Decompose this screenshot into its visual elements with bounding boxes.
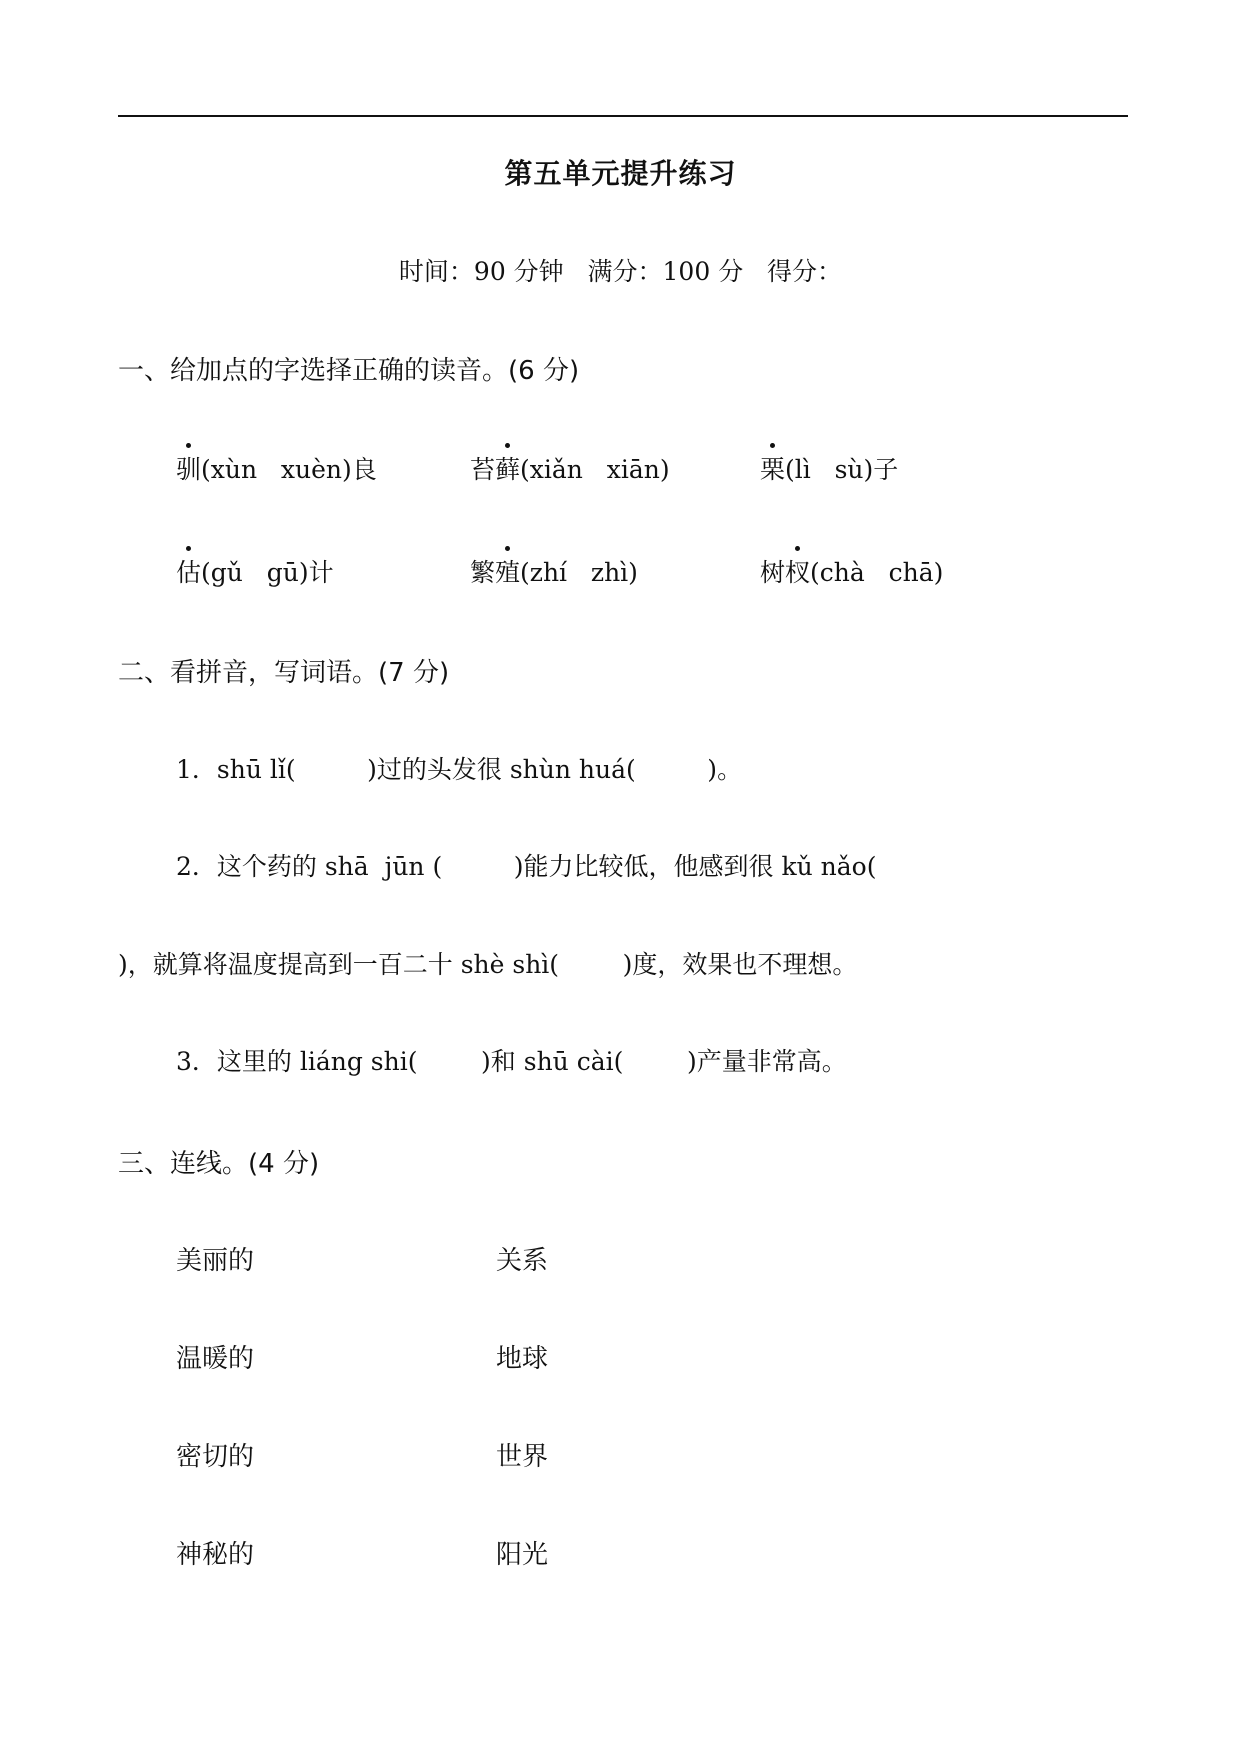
pinyin-item: 树杈(chà chā) [760, 553, 943, 589]
sentence-1: 1．shū lǐ( )过的头发很 shùn huá( )。 [176, 755, 743, 784]
pinyin-item: 栗(lì sù)子 [760, 450, 898, 486]
right-word: 关系 [496, 1246, 549, 1276]
left-word: 神秘的 [176, 1540, 255, 1570]
dotted-char: 杈 [785, 553, 810, 589]
right-word: 地球 [496, 1344, 549, 1374]
section-3-heading: 三、连线。(4 分) [118, 1149, 320, 1179]
left-word: 温暖的 [176, 1344, 255, 1374]
time-info: 时间：90 分钟 [398, 257, 564, 286]
dotted-char: 估 [176, 553, 201, 589]
left-word: 美丽的 [176, 1246, 255, 1276]
page-title: 第五单元提升练习 [504, 157, 737, 190]
sentence-3: 3．这里的 liáng shi( )和 shū cài( )产量非常高。 [176, 1047, 847, 1076]
left-word: 密切的 [176, 1442, 255, 1472]
dotted-char: 驯 [176, 450, 201, 486]
top-rule [118, 115, 1128, 117]
pinyin-item: 苔藓(xiǎn xiān) [470, 450, 670, 486]
dotted-char: 殖 [495, 553, 520, 589]
right-word: 世界 [496, 1442, 549, 1472]
full-score-info: 满分：100 分 [587, 257, 744, 286]
dotted-char: 栗 [760, 450, 785, 486]
sentence-2-cont: )，就算将温度提高到一百二十 shè shì( )度，效果也不理想。 [118, 950, 858, 979]
pinyin-item: 繁殖(zhí zhì) [470, 553, 638, 589]
section-1-heading: 一、给加点的字选择正确的读音。(6 分) [118, 356, 580, 386]
sentence-2: 2．这个药的 shā jūn ( )能力比较低，他感到很 kǔ nǎo( [176, 852, 877, 881]
right-word: 阳光 [496, 1540, 549, 1570]
pinyin-item: 驯(xùn xuèn)良 [176, 450, 377, 486]
score-info: 得分： [767, 257, 843, 286]
dotted-char: 藓 [495, 450, 520, 486]
pinyin-item: 估(gǔ gū)计 [176, 553, 334, 589]
section-2-heading: 二、看拼音，写词语。(7 分) [118, 658, 450, 688]
exam-info [0, 252, 1241, 288]
